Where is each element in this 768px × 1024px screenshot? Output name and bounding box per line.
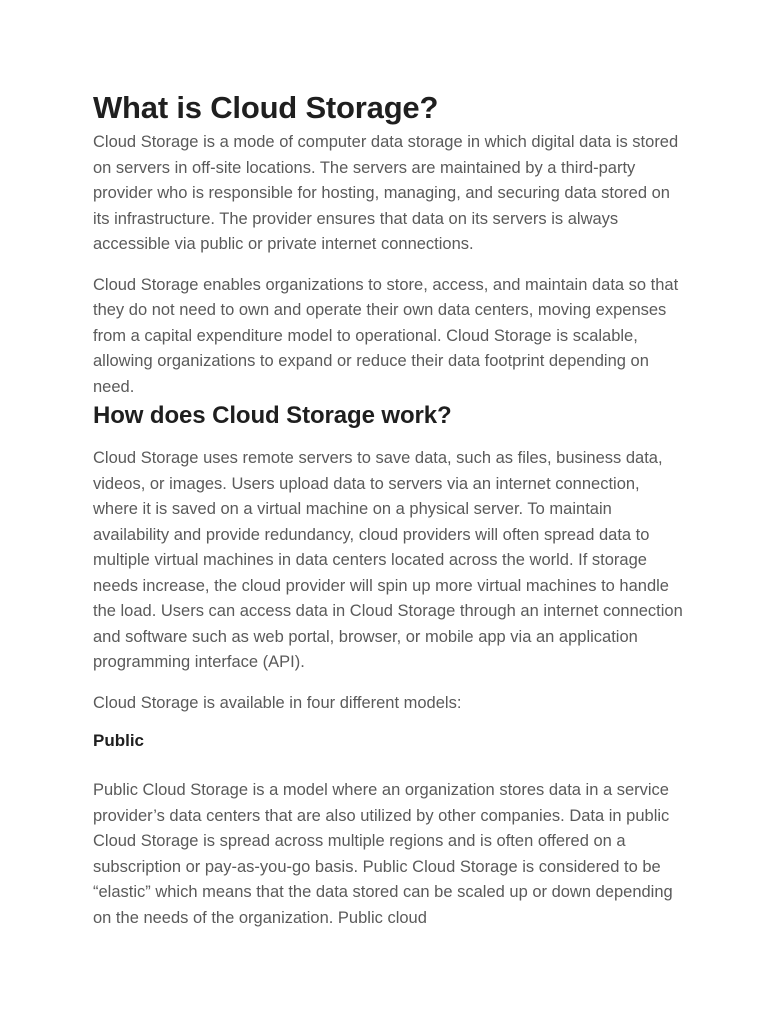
benefits-paragraph: Cloud Storage enables organizations to store, access, and maintain data so that they do not need to own and operate their own data centers, moving expenses from a capital expenditure model to operational. Cloud Storage is scalable, allowing organizations to expand or reduce their data footprint depending on need. <box>93 275 679 396</box>
intro-paragraph: Cloud Storage is a mode of computer data storage in which digital data is stored on servers in off-site locations. The servers are maintained by a third-party provider who is responsible for hosting, managing, and securing data stored on its infrastructure. The provider ensures that data on its servers is always accessible via public or private internet connections. <box>93 133 679 253</box>
subheading-public: Public <box>93 731 145 750</box>
article <box>93 88 683 931</box>
how-it-works-paragraph: Cloud Storage uses remote servers to save data, such as files, business data, videos, or images. Users upload data to servers via an internet connection, where it is saved on a virtual machine on a physical server. To maintain availability and provide redundancy, cloud providers will often spread data to multiple virtual machines in data centers located across the world. If storage needs increase, the cloud provider will spin up more virtual machines to handle the load. Users can access data in Cloud Storage through an internet connection and software such as web portal, browser, or mobile app via an application programming interface (API). <box>93 449 683 671</box>
section-heading-how-it-works: How does Cloud Storage work? <box>93 402 452 429</box>
page-title: What is Cloud Storage? <box>93 90 439 125</box>
models-intro-paragraph: Cloud Storage is available in four different models: <box>93 693 462 712</box>
public-model-paragraph: Public Cloud Storage is a model where an organization stores data in a service provider’s data centers that are also utilized by other companies. Data in public Cloud Storage is spread across multiple regions and is often offered on a subscription or pay-as-you-go basis. Public Cloud Storage is considered to be “elastic” which means that the data stored can be scaled up or down depending on the needs of the organization. Public cloud <box>93 781 673 927</box>
